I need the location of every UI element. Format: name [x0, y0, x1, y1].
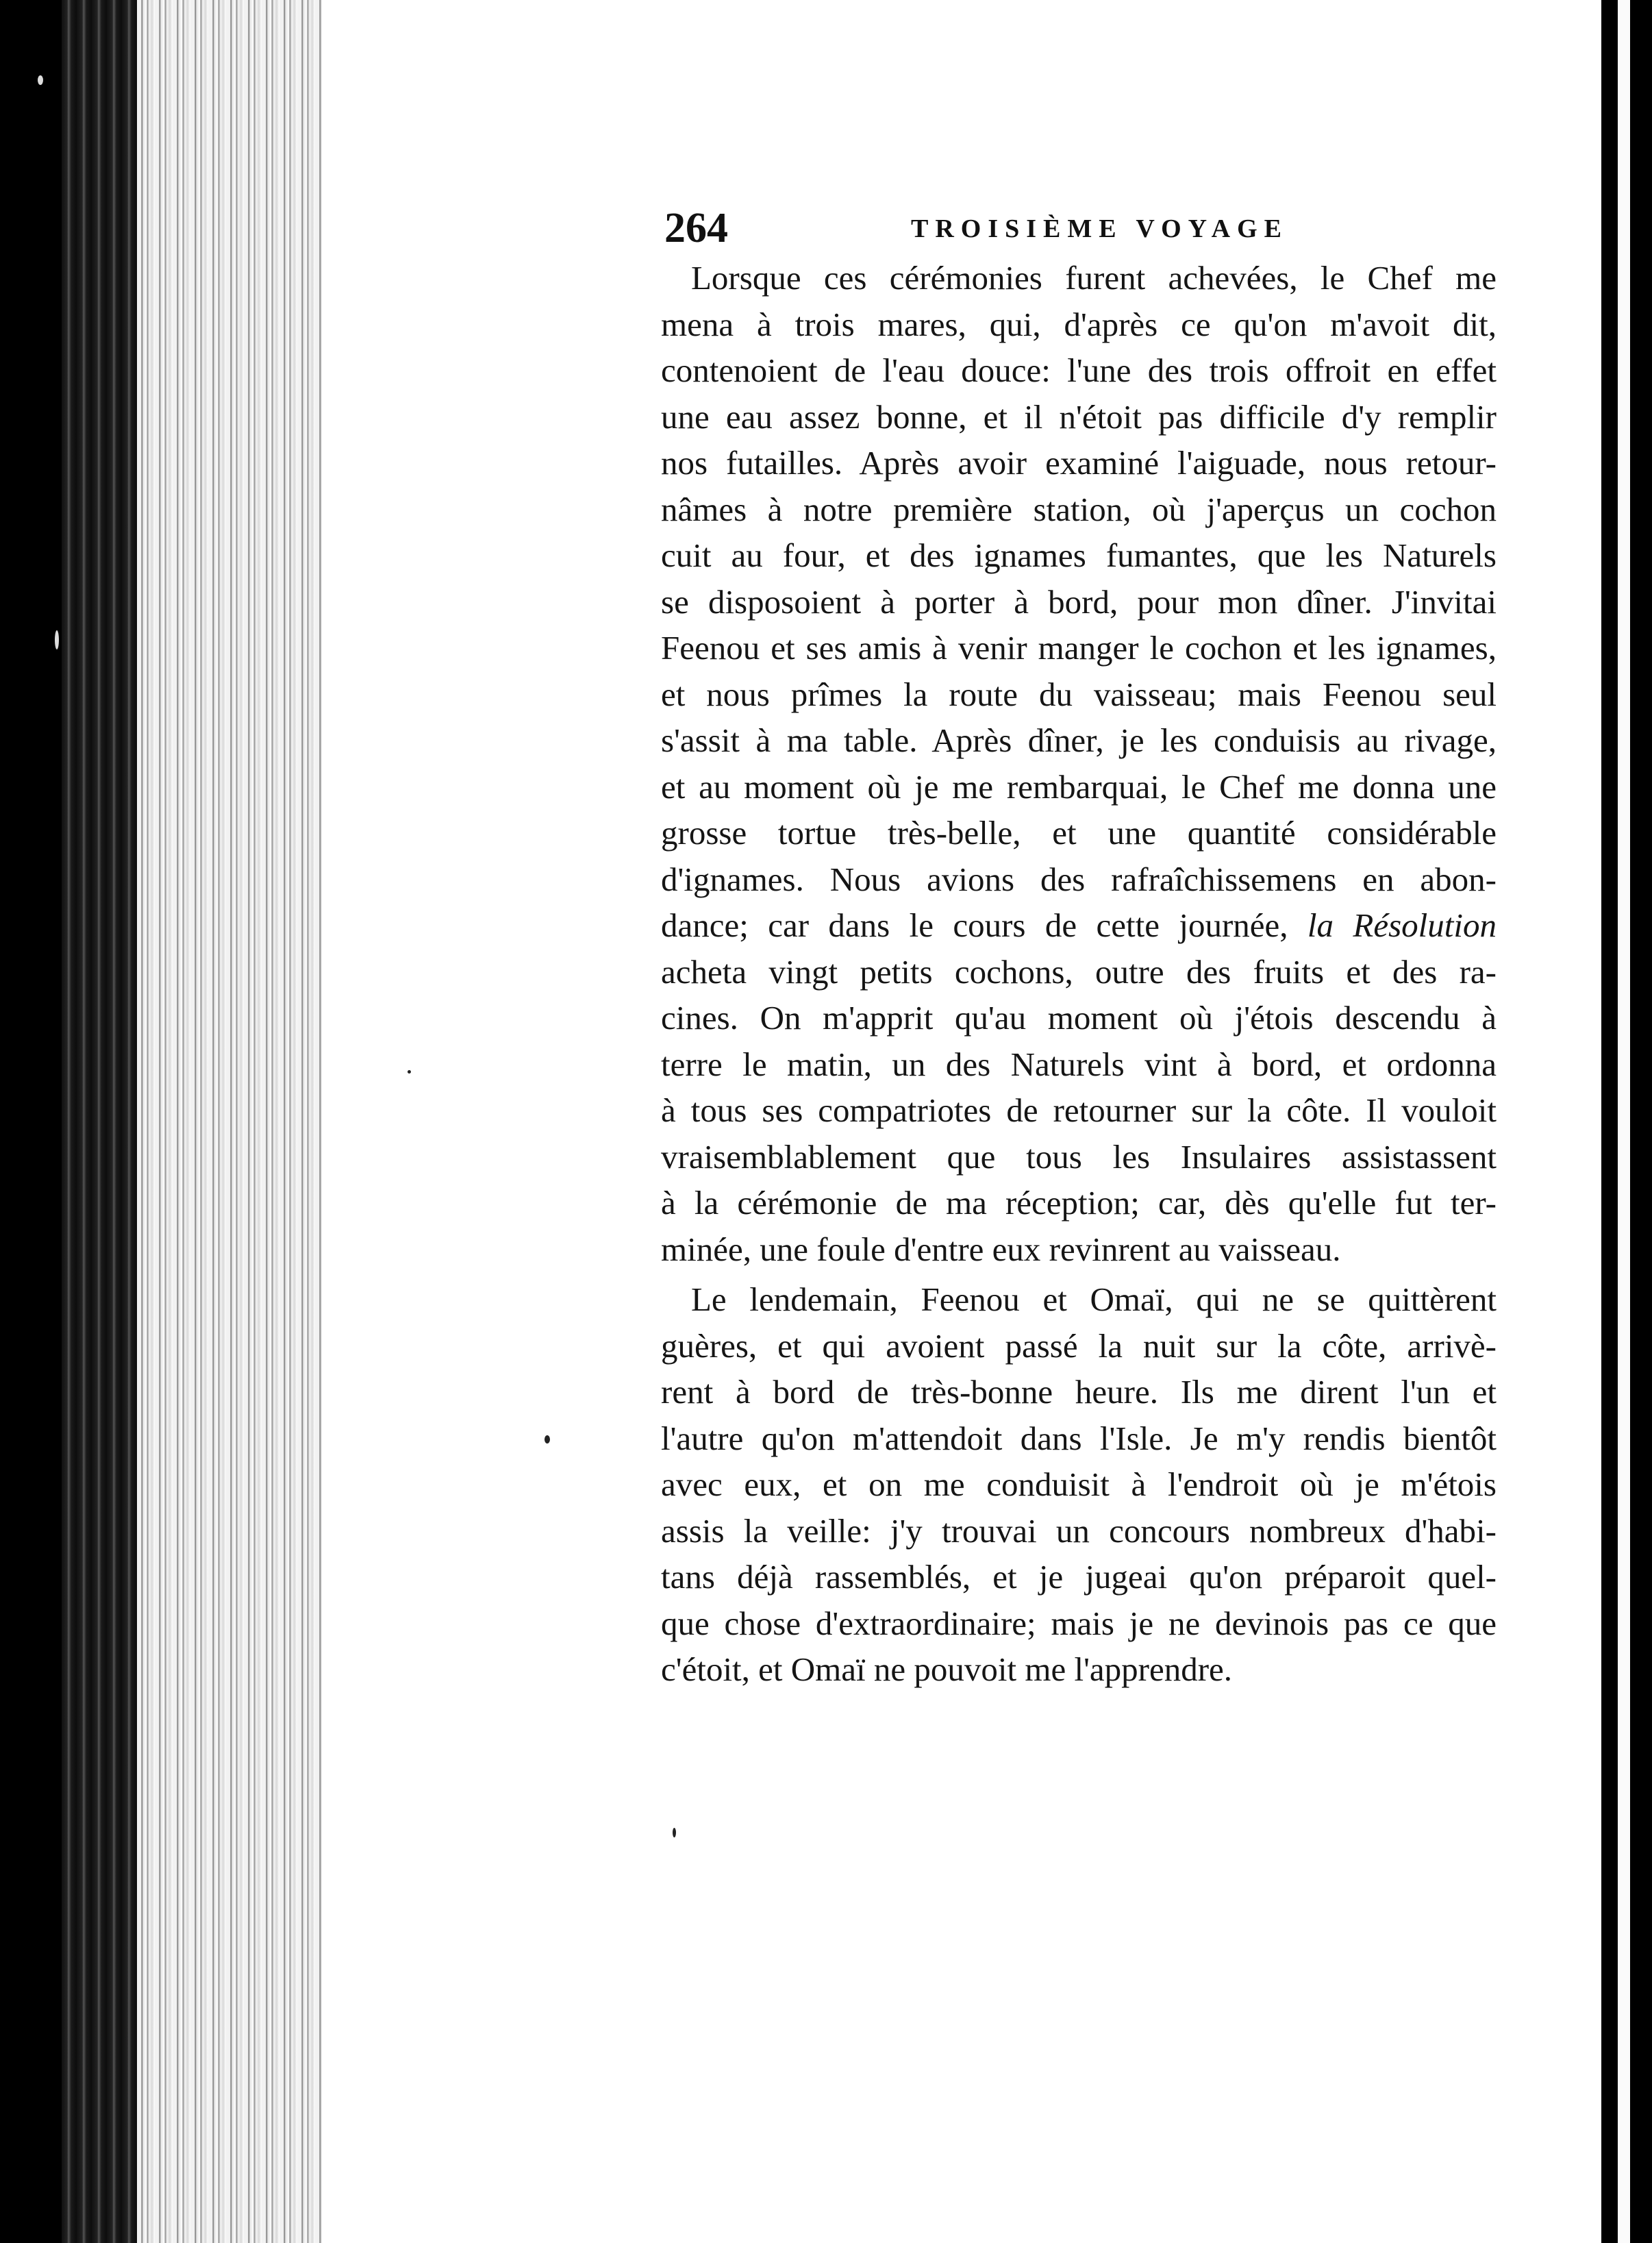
scan-speck	[545, 1435, 550, 1443]
text-line: Lorsque ces cérémonies furent achevées, le Chef me	[691, 259, 1497, 297]
paragraph-2	[661, 1276, 1497, 1693]
text-line: contenoient de l'eau douce: l'une des trois offroit en effet	[661, 351, 1497, 389]
text-line-with-title	[661, 902, 1497, 949]
facing-page-edge	[1601, 0, 1652, 2243]
scan-speck	[55, 630, 59, 649]
body-text	[661, 255, 1497, 1693]
text-line: avec eux, et on me conduisit à l'endroit où je m'étois	[661, 1465, 1497, 1503]
text-line: d'ignames. Nous avions des rafraîchissemens en abon-	[661, 860, 1497, 898]
text-line: et au moment où je me rembarquai, le Chef me donna une	[661, 767, 1497, 806]
text-line: se disposoient à porter à bord, pour mon dîner. J'invitai	[661, 582, 1497, 621]
text-line: Feenou et ses amis à venir manger le cochon et les ignames,	[661, 629, 1497, 667]
text-line: et nous prîmes la route du vaisseau; mais Feenou seul	[661, 675, 1497, 713]
page-number: 264	[664, 205, 728, 251]
text-line: acheta vingt petits cochons, outre des fruits et des ra-	[661, 952, 1497, 991]
text-line: à la cérémonie de ma réception; car, dès qu'elle fut ter-	[661, 1184, 1497, 1222]
text-line: rent à bord de très-bonne heure. Ils me dirent l'un et	[661, 1373, 1497, 1411]
text-line: Le lendemain, Feenou et Omaï, qui ne se quittèrent	[691, 1280, 1497, 1318]
text-fragment: dance; car dans le cours de cette journée,	[661, 906, 1288, 944]
text-line: grosse tortue très-belle, et une quantité considérable	[661, 814, 1497, 852]
scan-speck	[673, 1828, 676, 1837]
text-line: nâmes à notre première station, où j'aperçus un cochon	[661, 490, 1497, 528]
page-header	[664, 204, 1507, 252]
text-line: à tous ses compatriotes de retourner sur la côte. Il vouloit	[661, 1091, 1497, 1129]
text-line: vraisemblablement que tous les Insulaires assistassent	[661, 1137, 1497, 1176]
text-line: terre le matin, un des Naturels vint à bord, et ordonna	[661, 1045, 1497, 1083]
ship-name: la Résolution	[1307, 906, 1497, 944]
text-line: minée, une foule d'entre eux revinrent au vaisseau.	[661, 1230, 1341, 1268]
text-line: cuit au four, et des ignames fumantes, que les Naturels	[661, 536, 1497, 574]
text-line: que chose d'extraordinaire; mais je ne devinois pas ce que	[661, 1604, 1497, 1642]
text-line: s'assit à ma table. Après dîner, je les conduisis au rivage,	[661, 721, 1497, 759]
text-line: tans déjà rassemblés, et je jugeai qu'on préparoit quel-	[661, 1558, 1497, 1596]
text-line: mena à trois mares, qui, d'après ce qu'on m'avoit dit,	[661, 305, 1497, 343]
page-edge-stack	[137, 0, 329, 2243]
text-line: l'autre qu'on m'attendoit dans l'Isle. Je m'y rendis bientôt	[661, 1419, 1497, 1457]
running-head: TROISIÈME VOYAGE	[911, 214, 1288, 243]
text-line: cines. On m'apprit qu'au moment où j'étois descendu à	[661, 999, 1497, 1037]
paragraph-1	[661, 255, 1497, 1272]
text-line: guères, et qui avoient passé la nuit sur la côte, arrivè-	[661, 1326, 1497, 1365]
text-line: une eau assez bonne, et il n'étoit pas difficile d'y remplir	[661, 397, 1497, 436]
text-line: c'étoit, et Omaï ne pouvoit me l'apprendre.	[661, 1650, 1233, 1688]
text-line: nos futailles. Après avoir examiné l'aiguade, nous retour-	[661, 444, 1497, 482]
scan-speck	[38, 75, 43, 85]
scan-speck	[408, 1070, 411, 1074]
text-line: assis la veille: j'y trouvai un concours nombreux d'habi-	[661, 1511, 1497, 1550]
